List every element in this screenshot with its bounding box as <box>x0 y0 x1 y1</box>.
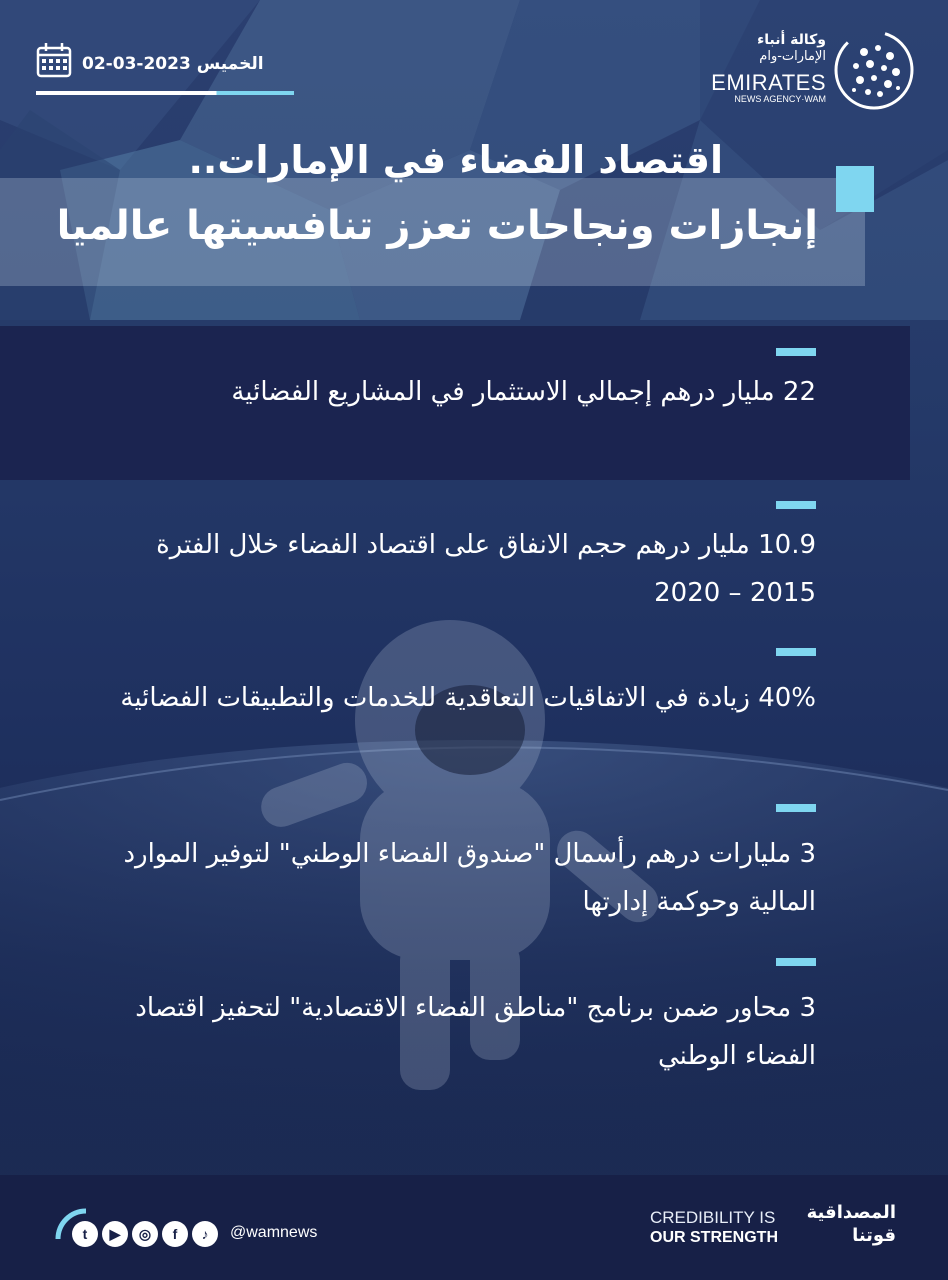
fact-text: 22 مليار درهم إجمالي الاستثمار في المشاريع الفضائية <box>231 377 816 407</box>
facebook-icon[interactable]: f <box>162 1221 188 1247</box>
credibility-ar-line1: المصداقية <box>806 1202 896 1223</box>
credibility-en-line2: OUR STRENGTH <box>650 1229 778 1246</box>
wam-logo <box>711 30 914 110</box>
footer <box>0 1175 948 1280</box>
credibility-en-line1: CREDIBILITY IS <box>650 1208 776 1227</box>
calendar-icon <box>36 42 72 78</box>
logo-english-name: EMIRATES <box>711 70 826 95</box>
fact-accent-bar <box>776 804 816 812</box>
logo-arabic-line1: وكالة أنباء <box>757 32 826 48</box>
fact-text: 3 مليارات درهم رأسمال "صندوق الفضاء الوطني" لتوفير الموارد المالية وحوكمة إدارتها <box>123 839 816 917</box>
youtube-icon[interactable]: ▶ <box>102 1221 128 1247</box>
fact-accent-bar <box>776 648 816 656</box>
date-block <box>36 40 294 96</box>
logo-arabic-line2: الإمارات-وام <box>759 49 826 64</box>
fact-text: 3 محاور ضمن برنامج "مناطق الفضاء الاقتصادية" لتحفيز اقتصاد الفضاء الوطني <box>135 993 816 1071</box>
fact-accent-bar <box>776 501 816 509</box>
title-line1: اقتصاد الفضاء في الإمارات.. <box>188 138 723 182</box>
date-text: الخميس 2023-03-02 <box>82 54 264 74</box>
fact-text: 10.9 مليار درهم حجم الانفاق على اقتصاد الفضاء خلال الفترة 2015 – 2020 <box>156 530 816 608</box>
twitter-icon[interactable]: t <box>72 1221 98 1247</box>
credibility-ar-line2: قوتنا <box>852 1225 896 1246</box>
title-line2: إنجازات ونجاحات تعزز تنافسيتها عالميا <box>56 203 818 249</box>
instagram-icon[interactable]: ◎ <box>132 1221 158 1247</box>
fact-accent-bar <box>776 958 816 966</box>
fact-accent-bar <box>776 348 816 356</box>
logo-english-sub: NEWS AGENCY·WAM <box>734 94 826 104</box>
title-accent-square <box>836 166 874 212</box>
fact-text: 40% زيادة في الاتفاقيات التعاقدية للخدمات والتطبيقات الفضائية <box>120 683 816 713</box>
date-underline <box>36 91 294 95</box>
dotted-globe-icon <box>834 30 914 110</box>
social-handle[interactable]: @wamnews <box>230 1224 318 1241</box>
tiktok-icon[interactable]: ♪ <box>192 1221 218 1247</box>
social-icons <box>72 1221 222 1251</box>
